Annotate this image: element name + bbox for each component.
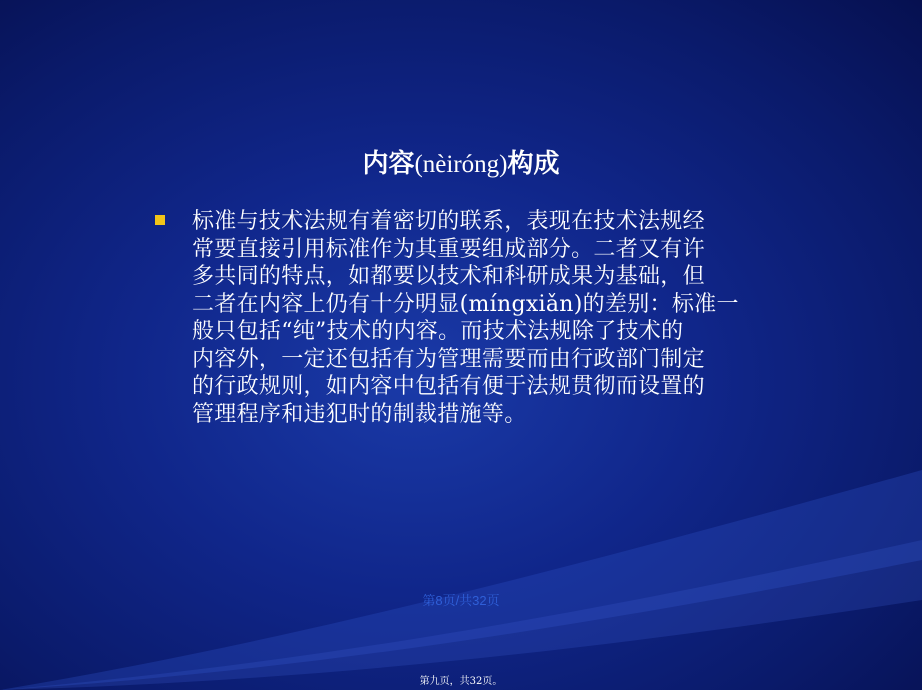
slide-title-pinyin: (nèiróng)	[414, 151, 508, 178]
slide-title-part3: 构成	[507, 149, 560, 179]
page-counter: 第8页/共32页	[422, 593, 500, 608]
bullet-text: 标准与技术法规有着密切的联系，表现在技术法规经 常要直接引用标准作为其重要组成部分。二者又有许 多共同的特点，如都要以技术和科研成果为基础，但 二者在内容上仍有十分明显(míngxiǎn)的差别：标准一 般只包括“纯”技术的内容。而技术法规除了技术的 内容外，一定还包括有为管理需要而由行政部门制定 的行政规则，如内容中包括有便于法规贯彻而设置的 管理程序和违犯时的制裁措施等。	[192, 209, 739, 427]
square-bullet-icon	[155, 215, 165, 225]
slide-title-part1: 内容	[362, 149, 415, 179]
slide-title	[0, 148, 922, 181]
footer-note: 第九页，共32页。	[419, 676, 503, 687]
